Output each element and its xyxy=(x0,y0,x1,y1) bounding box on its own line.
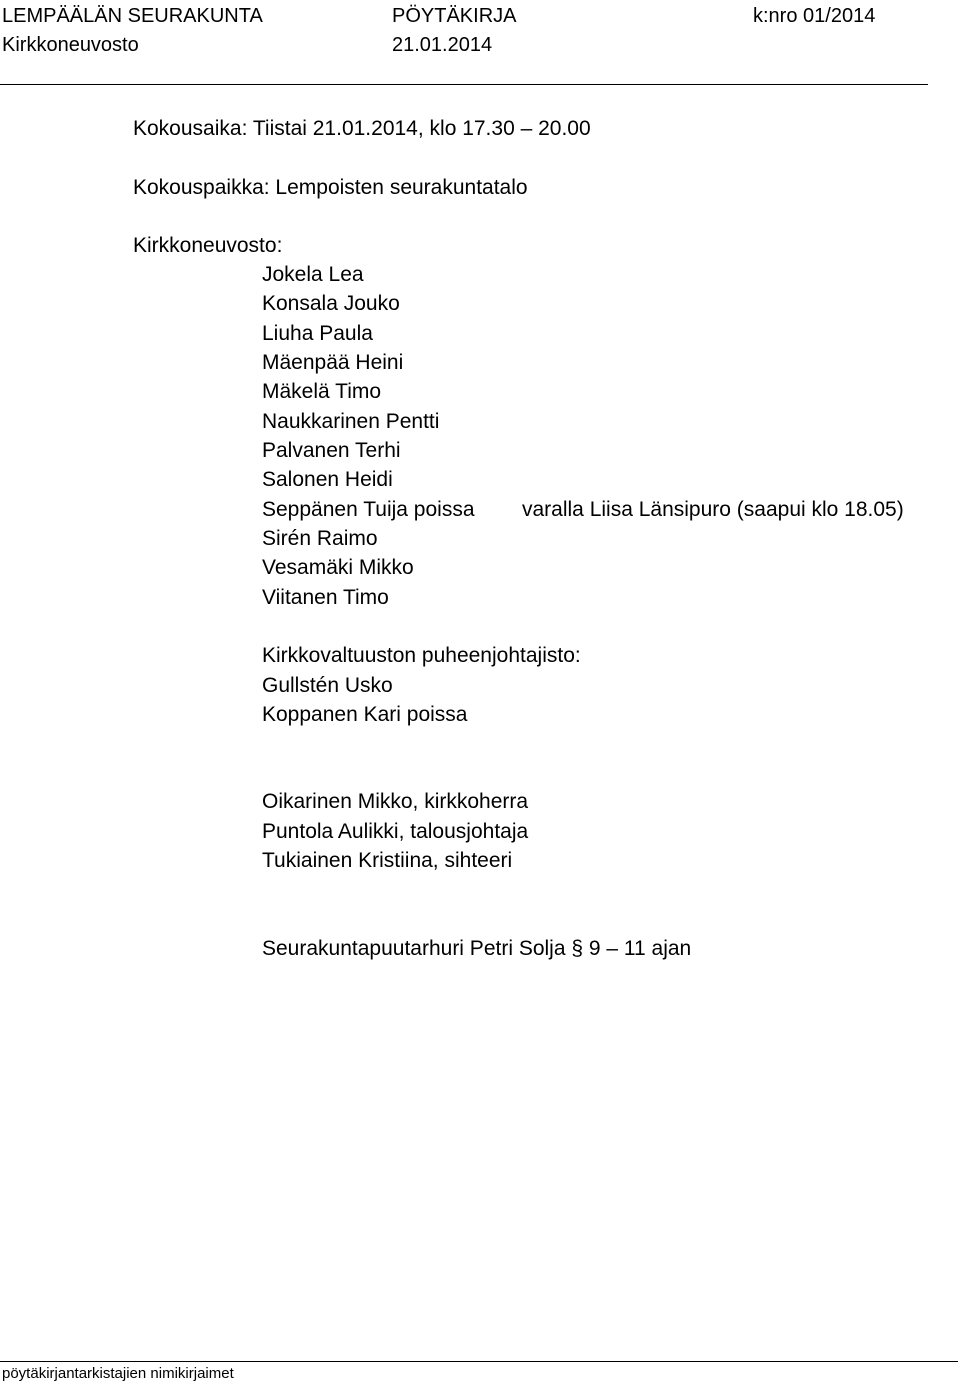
council-member: Sirén Raimo xyxy=(262,527,378,550)
attendee: Oikarinen Mikko, kirkkoherra xyxy=(262,790,529,813)
footer-label: pöytäkirjantarkistajien nimikirjaimet xyxy=(2,1365,234,1382)
council-member: Seppänen Tuija poissa xyxy=(262,498,475,521)
council-member: Viitanen Timo xyxy=(262,586,389,609)
org-name: LEMPÄÄLÄN SEURAKUNTA xyxy=(2,5,263,27)
presidium-heading: Kirkkovaltuuston puheenjohtajisto: xyxy=(262,644,581,667)
substitute-note: varalla Liisa Länsipuro (saapui klo 18.05) xyxy=(522,498,904,521)
council-member: Vesamäki Mikko xyxy=(262,556,414,579)
meeting-time: Kokousaika: Tiistai 21.01.2014, klo 17.30 – 20.00 xyxy=(133,117,591,140)
document-type: PÖYTÄKIRJA xyxy=(392,5,517,27)
presidium-member: Gullstén Usko xyxy=(262,674,393,697)
governing-body: Kirkkoneuvosto xyxy=(2,34,139,56)
council-member: Liuha Paula xyxy=(262,322,373,345)
meeting-date: 21.01.2014 xyxy=(392,34,493,56)
attendee: Tukiainen Kristiina, sihteeri xyxy=(262,849,513,872)
attendee: Puntola Aulikki, talousjohtaja xyxy=(262,820,529,843)
council-member: Jokela Lea xyxy=(262,263,364,286)
council-member: Konsala Jouko xyxy=(262,292,400,315)
council-member: Naukkarinen Pentti xyxy=(262,410,440,433)
council-member: Palvanen Terhi xyxy=(262,439,401,462)
council-heading: Kirkkoneuvosto: xyxy=(133,234,283,257)
council-member: Salonen Heidi xyxy=(262,468,393,491)
footer-divider xyxy=(0,1361,958,1362)
header-divider xyxy=(0,84,928,85)
presidium-member: Koppanen Kari poissa xyxy=(262,703,468,726)
guest-note: Seurakuntapuutarhuri Petri Solja § 9 – 11 ajan xyxy=(262,937,692,960)
document-number: k:nro 01/2014 xyxy=(753,5,876,27)
meeting-place: Kokouspaikka: Lempoisten seurakuntatalo xyxy=(133,176,528,199)
council-member: Mäenpää Heini xyxy=(262,351,404,374)
council-member: Mäkelä Timo xyxy=(262,380,382,403)
